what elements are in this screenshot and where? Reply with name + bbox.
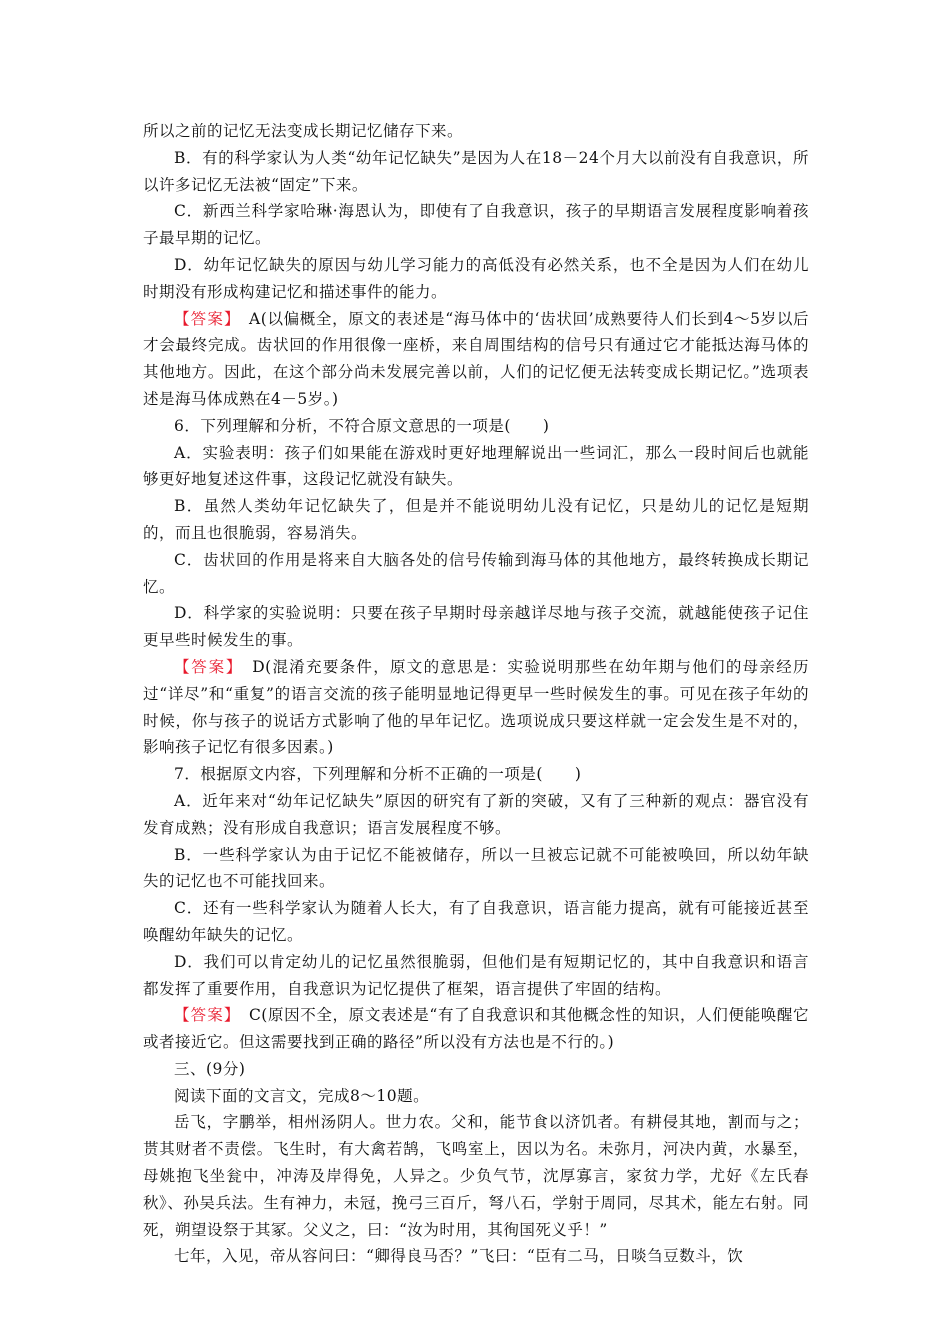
paragraph [143,1083,809,1110]
paragraph-text: C(原因不全，原文表述是“有了自我意识和其他概念性的知识，人们便能唤醒它或者接近它。但这需要找到正确的路径”所以没有方法也是不行的。) [143,1006,809,1052]
paragraph-text: D．科学家的实验说明：只要在孩子早期时母亲越详尽地与孩子交流，就越能使孩子记住更早些时候发生的事。 [143,604,809,650]
paragraph-text: 三、(9分) [174,1059,246,1078]
answer-paragraph [143,654,809,761]
paragraph-text: B．虽然人类幼年记忆缺失了，但是并不能说明幼儿没有记忆，只是幼儿的记忆是短期的，而且也很脆弱，容易消失。 [143,497,809,542]
paragraph [143,198,809,252]
paragraph [143,895,809,949]
paragraph-text: A(以偏概全，原文的表述是“海马体中的‘齿状回’成熟要待人们长到4～5岁以后才会最终完成。齿状回的作用很像一座桥，来自周围结构的信号只有通过它才能抵达海马体的其他地方。因此，在这个部分尚未发展完善以前，人们的记忆便无法转变成长期记忆。”选项表述是海马体成熟在4－5岁。) [143,309,809,408]
paragraph [143,949,809,1003]
paragraph [143,547,809,601]
paragraph-text: D．我们可以肯定幼儿的记忆虽然很脆弱，但他们是有短期记忆的，其中自我意识和语言都发挥了重要作用，自我意识为记忆提供了框架，语言提供了牢固的结构。 [143,952,809,998]
paragraph [143,118,809,145]
paragraph-text: 岳飞，字鹏举，相州汤阴人。世力农。父和，能节食以济饥者。有耕侵其地，割而与之；贳其财者不责偿。飞生时，有大禽若鹄，飞鸣室上，因以为名。未弥月，河决内黄，水暴至，母姚抱飞坐瓮中，冲涛及岸得免，人异之。少负气节，沈厚寡言，家贫力学，尤好《左氏春秋》、孙吴兵法。生有神力，未冠，挽弓三百斤，弩八石，学射于周同，尽其术，能左右射。同死，朔望设祭于其冢。父义之，曰：“汝为时用，其徇国死义乎！” [143,1113,809,1239]
paragraph-text: 七年，入见，帝从容问曰：“卿得良马否？”飞曰：“臣有二马，日啖刍豆数斗，饮 [174,1247,744,1266]
answer-label: 【答案】 [174,1006,233,1025]
paragraph-text: A．实验表明：孩子们如果能在游戏时更好地理解说出一些词汇，那么一段时间后也就能够更好地复述这件事，这段记忆就没有缺失。 [143,443,809,489]
paragraph-text: 6．下列理解和分析，不符合原文意思的一项是( ) [174,416,550,435]
answer-label: 【答案】 [174,309,233,328]
answer-paragraph [143,1002,809,1056]
paragraph-text: 阅读下面的文言文，完成8～10题。 [174,1086,430,1105]
paragraph-text: C．还有一些科学家认为随着人长大，有了自我意识，语言能力提高，就有可能接近甚至唤醒幼年缺失的记忆。 [143,899,809,944]
paragraph [143,761,809,788]
paragraph-text: C．新西兰科学家哈琳·海恩认为，即使有了自我意识，孩子的早期语言发展程度影响着孩子最早期的记忆。 [143,202,809,248]
paragraph [143,842,809,896]
document-body [143,118,809,1270]
paragraph-text: 所以之前的记忆无法变成长期记忆储存下来。 [143,122,464,140]
paragraph-text: D．幼年记忆缺失的原因与幼儿学习能力的高低没有必然关系，也不全是因为人们在幼儿时期没有形成构建记忆和描述事件的能力。 [143,255,809,301]
paragraph-text: B．一些科学家认为由于记忆不能被储存，所以一旦被忘记就不可能被唤回，所以幼年缺失的记忆也不可能找回来。 [143,845,809,891]
answer-paragraph [143,306,809,413]
answer-label: 【答案】 [174,657,236,676]
paragraph [143,1109,809,1243]
paragraph [143,252,809,306]
paragraph-text: C．齿状回的作用是将来自大脑各处的信号传输到海马体的其他地方，最终转换成长期记忆。 [143,550,809,596]
paragraph-text: A．近年来对“幼年记忆缺失”原因的研究有了新的突破，又有了三种新的观点：器官没有发育成熟；没有形成自我意识；语言发展程度不够。 [143,791,809,837]
paragraph [143,1243,809,1270]
paragraph-text: 7．根据原文内容，下列理解和分析不正确的一项是( ) [174,765,582,784]
paragraph [143,788,809,842]
paragraph-text: B．有的科学家认为人类“幼年记忆缺失”是因为人在18－24个月大以前没有自我意识，所以许多记忆无法被“固定”下来。 [143,148,809,194]
paragraph [143,493,809,547]
paragraph [143,145,809,199]
paragraph [143,413,809,440]
paragraph [143,1056,809,1083]
paragraph [143,600,809,654]
paragraph-text: D(混淆充要条件，原文的意思是：实验说明那些在幼年期与他们的母亲经历过“详尽”和“重复”的语言交流的孩子能明显地记得更早一些时候发生的事。可见在孩子年幼的时候，你与孩子的说话方式影响了他的早年记忆。选项说成只要这样就一定会发生是不对的，影响孩子记忆有很多因素。) [143,657,809,757]
paragraph [143,440,809,494]
